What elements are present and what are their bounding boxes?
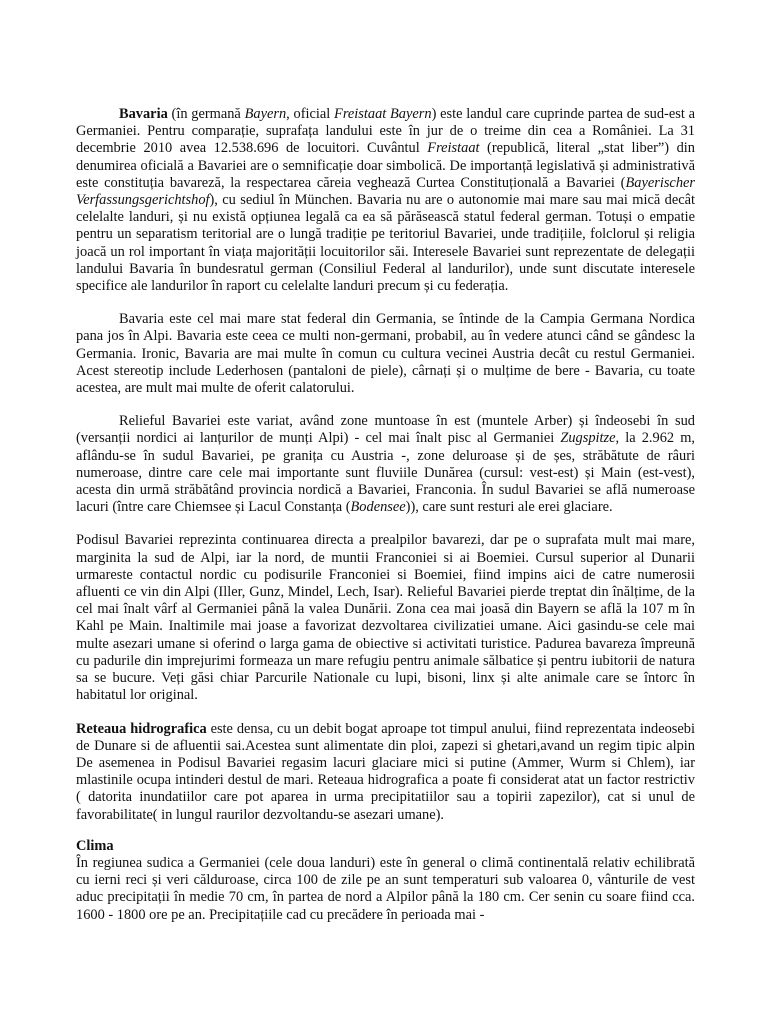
term-bavaria: Bavaria (119, 106, 168, 122)
term-zugspitze: Zugspitze (560, 430, 616, 447)
term-bayern: Bayern (244, 106, 287, 122)
term-bodensee: Bodensee (350, 499, 406, 516)
paragraph-relief: Relieful Bavariei este variat, având zone muntoase în est (muntele Arber) și îndeosebi în sud (versanții nordici ai lanțurilor de munți Alpi) - cel mai înalt pisc al Germaniei Zugspitze, la 2.962 m, aflându-se în sudul Bavariei, pe granița cu Austria -, zone deluroase și de șes, străbătute de râuri numeroase, dintre care cele mai importante sunt fluviile Dunărea (cursul: vest-est) și Main (est-vest), acesta din urmă străbătând provincia nordică a Bavariei, Franconia. În sudul Bavariei se află numeroase lacuri (între care Chiemsee și Lacul Constanța (Bodensee)), care sunt resturi ale erei glaciare. (76, 413, 695, 516)
paragraph-hydrography: Reteaua hidrografica este densa, cu un debit bogat aproape tot timpul anului, fiind reprezentata indeosebi de Dunare si de afluentii sai.Acestea sunt alimentate din ploi, zapezi si ghetari,avand un regim tipic alpin De asemenea in Podisul Bavariei regasim lacuri glaciare mici si putine (Ammer, Wurm si Chlem), iar mlastinile ocupa intinderi destul de mari. Reteaua hidrografica a poate fi considerat atat un factor restrictiv ( datorita inundatiilor care pot aparea in urma precipitatiilor sau a topirii zapezilor), cat si unul de favorabilitate( in lungul raurilor dezvoltandu-se asezari umane). (76, 720, 695, 823)
paragraph-bavaria-intro: Bavaria (în germană Bayern, oficial Freistaat Bayern) este landul care cuprinde partea de sud-est a Germaniei. Pentru comparație, suprafața landului este în jur de o treime din cea a României. La 31 decembrie 2010 avea 12.538.696 de locuitori. Cuvântul Freistaat (republică, literal „stat liber”) din denumirea oficială a Bavariei are o semnificație doar simbolică. De importanță legislativă și administrativă este constituția bavareză, la respectarea căreia veghează Curtea Constituțională a Bavariei (Bayerischer Verfassungsgerichtshof), cu sediul în München. Bavaria nu are o autonomie mai mare sau mai mică decât celelalte landuri, și nu există opțiunea legală ca ea să părăsească statul federal german. Totuși o empatie pentru un separatism teritorial are o lungă tradiție pe teritoriul Bavariei, unde tradițiile, folclorul și religia joacă un rol important în viața majorității locuitorilor săi. Interesele Bavariei sunt reprezentate de delegații landului Bavaria în bundesratul german (Consiliul Federal al landurilor), unde sunt discutate interesele specifice ale landurilor în raport cu celelalte landuri precum și cu federația. (76, 106, 695, 295)
paragraph-plateau: Podisul Bavariei reprezinta continuarea directa a prealpilor bavarezi, dar pe o suprafata mult mai mare, marginita la sud de Alpi, iar la nord, de muntii Franconiei si ai Boemiei. Cursul superior al Dunarii urmareste contactul nordic cu podisurile Franconiei si Boemiei, fiind impins aici de catre numerosii afluenti ce vin din Alpi (Iller, Gunz, Mindel, Lech, Isar). Relieful Bavariei pierde treptat din înălțime, de la cel mai înalt vârf al Germaniei până la valea Dunării. Zona cea mai joasă din Bayern se află la 107 m în Kahl pe Main. Inaltimile mai joase a favorizat dezvoltarea civilizatiei umane. Aici gasindu-se cele mai multe asezari umane si oferind o larga gama de obiective si activitati turistice. Padurea bavareza împreună cu padurile din imprejurimi formeaza un mare refugiu pentru animale sălbatice și pentru iubitorii de natura sa se bucure. Veți găsi chiar Parcurile Nationale cu lupi, bisoni, linx și alte animale care se întorc în habitatul lor original. (76, 532, 695, 704)
term-freistaat-bayern: Freistaat Bayern (334, 106, 432, 122)
section-heading-clima: Clima (76, 837, 114, 854)
paragraph-climate: În regiunea sudica a Germaniei (cele doua landuri) este în general o climă continentală relativ echilibrată cu ierni reci și veri călduroase, circa 100 de zile pe an sunt temperaturi sub valoarea 0, vânturile de vest aduc precipitații în medie 70 cm, în partea de nord a Alpilor până la 180 cm. Cer senin cu soare fiind cca. 1600 - 1800 ore pe an. Precipitațiile cad cu precădere în perioada mai - (76, 854, 695, 923)
term-verfassungsgerichtshof: Bayerischer Verfassungsgerichtshof (76, 174, 695, 209)
term-freistaat: Freistaat (427, 140, 480, 157)
paragraph-bavaria-overview: Bavaria este cel mai mare stat federal din Germania, se întinde de la Campia Germana Nordica pana jos în Alpi. Bavaria este ceea ce multi non-germani, probabil, au în vedere atunci când se gândesc la Germania. Ironic, Bavaria are mai multe în comun cu cultura vecinei Austria decât cu restul Germaniei. Acest stereotip include Lederhosen (pantaloni de piele), cârnați și o mulțime de bere - Bavaria, cu toate acestea, are mult mai multe de oferit calatorului. (76, 311, 695, 397)
term-reteaua-hidrografica: Reteaua hidrografica (76, 720, 207, 737)
